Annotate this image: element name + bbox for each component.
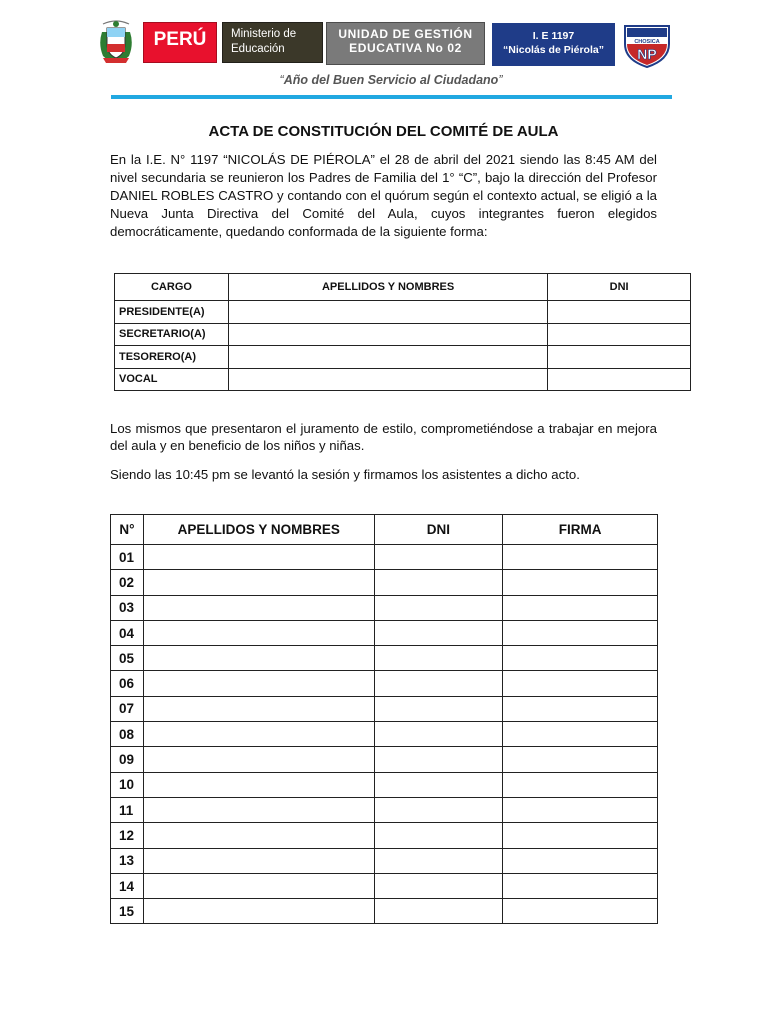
signature-number-cell: 08 bbox=[111, 722, 144, 747]
signature-dni-cell[interactable] bbox=[374, 848, 503, 873]
year-motto bbox=[110, 73, 672, 87]
signature-row bbox=[111, 671, 658, 696]
signature-table bbox=[110, 514, 658, 924]
signature-firma-cell[interactable] bbox=[503, 797, 658, 822]
signature-number-cell: 04 bbox=[111, 620, 144, 645]
signature-names-cell[interactable] bbox=[143, 722, 374, 747]
signature-row bbox=[111, 873, 658, 898]
signature-firma-cell[interactable] bbox=[503, 772, 658, 797]
signature-names-cell[interactable] bbox=[143, 646, 374, 671]
board-dni-cell[interactable] bbox=[548, 301, 691, 324]
signature-header-number: N° bbox=[111, 515, 144, 545]
signature-firma-cell[interactable] bbox=[503, 848, 658, 873]
signature-firma-cell[interactable] bbox=[503, 570, 658, 595]
peru-coat-of-arms-icon bbox=[97, 18, 135, 64]
signature-dni-cell[interactable] bbox=[374, 873, 503, 898]
signature-names-cell[interactable] bbox=[143, 671, 374, 696]
signature-header-names: APELLIDOS Y NOMBRES bbox=[143, 515, 374, 545]
signature-row bbox=[111, 646, 658, 671]
ugel-logo bbox=[326, 22, 485, 65]
signature-number-cell: 01 bbox=[111, 545, 144, 570]
signature-names-cell[interactable] bbox=[143, 797, 374, 822]
signature-dni-cell[interactable] bbox=[374, 747, 503, 772]
closing-paragraph: Siendo las 10:45 pm se levantó la sesión y firmamos los asistentes a dicho acto. bbox=[110, 467, 580, 482]
signature-row bbox=[111, 620, 658, 645]
signature-names-cell[interactable] bbox=[143, 747, 374, 772]
signature-dni-cell[interactable] bbox=[374, 722, 503, 747]
signature-dni-cell[interactable] bbox=[374, 823, 503, 848]
board-dni-cell[interactable] bbox=[548, 368, 691, 391]
board-names-cell[interactable] bbox=[228, 346, 547, 369]
signature-row bbox=[111, 722, 658, 747]
signature-names-cell[interactable] bbox=[143, 848, 374, 873]
oath-paragraph: Los mismos que presentaron el juramento de estilo, comprometiéndose a trabajar en mejora del aula y en beneficio de los niños y niñas. bbox=[110, 421, 657, 453]
board-dni-cell[interactable] bbox=[548, 346, 691, 369]
board-dni-cell[interactable] bbox=[548, 323, 691, 346]
board-cargo-cell: SECRETARIO(A) bbox=[115, 323, 229, 346]
peru-logo bbox=[143, 22, 217, 63]
signature-dni-cell[interactable] bbox=[374, 570, 503, 595]
signature-names-cell[interactable] bbox=[143, 620, 374, 645]
signature-names-cell[interactable] bbox=[143, 873, 374, 898]
signature-number-cell: 07 bbox=[111, 696, 144, 721]
signature-row bbox=[111, 545, 658, 570]
school-line-2: “Nicolás de Piérola” bbox=[503, 44, 604, 56]
signature-number-cell: 10 bbox=[111, 772, 144, 797]
signature-header-signature: FIRMA bbox=[503, 515, 658, 545]
board-names-cell[interactable] bbox=[228, 301, 547, 324]
school-line-1: I. E 1197 bbox=[532, 30, 575, 42]
signature-row bbox=[111, 747, 658, 772]
motto-close-quote: ” bbox=[498, 73, 503, 87]
signature-row bbox=[111, 696, 658, 721]
signature-row bbox=[111, 772, 658, 797]
signature-row bbox=[111, 595, 658, 620]
board-row bbox=[115, 368, 691, 391]
signature-row bbox=[111, 823, 658, 848]
board-table bbox=[114, 273, 691, 391]
signature-names-cell[interactable] bbox=[143, 570, 374, 595]
signature-firma-cell[interactable] bbox=[503, 620, 658, 645]
signature-names-cell[interactable] bbox=[143, 823, 374, 848]
signature-firma-cell[interactable] bbox=[503, 595, 658, 620]
signature-header-dni: DNI bbox=[374, 515, 503, 545]
signature-number-cell: 11 bbox=[111, 797, 144, 822]
signature-header-row bbox=[111, 515, 658, 545]
signature-row bbox=[111, 797, 658, 822]
signature-number-cell: 15 bbox=[111, 899, 144, 924]
ugel-line-1: UNIDAD DE GESTIÓN bbox=[338, 27, 473, 41]
signature-row bbox=[111, 848, 658, 873]
signature-row bbox=[111, 570, 658, 595]
signature-row bbox=[111, 899, 658, 924]
school-logo bbox=[492, 23, 615, 66]
signature-firma-cell[interactable] bbox=[503, 823, 658, 848]
signature-number-cell: 05 bbox=[111, 646, 144, 671]
ministry-line-1: Ministerio de bbox=[231, 28, 297, 40]
signature-number-cell: 09 bbox=[111, 747, 144, 772]
signature-names-cell[interactable] bbox=[143, 595, 374, 620]
intro-paragraph: En la I.E. N° 1197 “NICOLÁS DE PIÉROLA” el 28 de abril del 2021 siendo las 8:45 AM del nivel secundaria se reunieron los Padres de Familia del 1° “C”, bajo la dirección del Profesor DANIEL ROBLES CASTRO y contando con el quórum según el contexto actual, se eligió a la Nueva Junta Directiva del Comité del Aula, cuyos integrantes fueron elegidos democráticamente, quedando conformada de la siguiente forma: bbox=[110, 152, 657, 239]
signature-number-cell: 13 bbox=[111, 848, 144, 873]
board-header-cargo: CARGO bbox=[115, 274, 229, 301]
shield-letters: NP bbox=[637, 46, 657, 62]
signature-number-cell: 14 bbox=[111, 873, 144, 898]
board-header-dni: DNI bbox=[548, 274, 691, 301]
school-shield-icon bbox=[623, 24, 671, 68]
motto-open-quote: “ bbox=[279, 73, 284, 87]
signature-firma-cell[interactable] bbox=[503, 722, 658, 747]
board-names-cell[interactable] bbox=[228, 323, 547, 346]
shield-band-text: CHOSICA bbox=[634, 38, 660, 45]
board-row bbox=[115, 301, 691, 324]
signature-firma-cell[interactable] bbox=[503, 646, 658, 671]
document-title: ACTA DE CONSTITUCIÓN DEL COMITÉ DE AULA bbox=[208, 123, 559, 140]
signature-dni-cell[interactable] bbox=[374, 595, 503, 620]
signature-firma-cell[interactable] bbox=[503, 671, 658, 696]
signature-firma-cell[interactable] bbox=[503, 545, 658, 570]
signature-names-cell[interactable] bbox=[143, 545, 374, 570]
signature-dni-cell[interactable] bbox=[374, 545, 503, 570]
signature-number-cell: 03 bbox=[111, 595, 144, 620]
signature-firma-cell[interactable] bbox=[503, 747, 658, 772]
signature-number-cell: 12 bbox=[111, 823, 144, 848]
signature-dni-cell[interactable] bbox=[374, 646, 503, 671]
signature-names-cell[interactable] bbox=[143, 696, 374, 721]
signature-dni-cell[interactable] bbox=[374, 696, 503, 721]
signature-firma-cell[interactable] bbox=[503, 899, 658, 924]
signature-dni-cell[interactable] bbox=[374, 620, 503, 645]
signature-firma-cell[interactable] bbox=[503, 696, 658, 721]
signature-dni-cell[interactable] bbox=[374, 772, 503, 797]
peru-label: PERÚ bbox=[153, 29, 207, 50]
board-row bbox=[115, 346, 691, 369]
motto-text: Año del Buen Servicio al Ciudadano bbox=[283, 73, 499, 87]
signature-firma-cell[interactable] bbox=[503, 873, 658, 898]
board-cargo-cell: VOCAL bbox=[115, 368, 229, 391]
signature-number-cell: 06 bbox=[111, 671, 144, 696]
signature-names-cell[interactable] bbox=[143, 899, 374, 924]
board-header-row bbox=[115, 274, 691, 301]
board-cargo-cell: PRESIDENTE(A) bbox=[115, 301, 229, 324]
board-names-cell[interactable] bbox=[228, 368, 547, 391]
ministry-logo bbox=[222, 22, 323, 63]
header-divider bbox=[111, 95, 672, 99]
board-header-names: APELLIDOS Y NOMBRES bbox=[228, 274, 547, 301]
signature-names-cell[interactable] bbox=[143, 772, 374, 797]
signature-number-cell: 02 bbox=[111, 570, 144, 595]
ministry-line-2: Educación bbox=[231, 43, 285, 55]
signature-dni-cell[interactable] bbox=[374, 899, 503, 924]
board-cargo-cell: TESORERO(A) bbox=[115, 346, 229, 369]
signature-dni-cell[interactable] bbox=[374, 671, 503, 696]
signature-dni-cell[interactable] bbox=[374, 797, 503, 822]
ugel-line-2: EDUCATIVA No 02 bbox=[349, 41, 462, 55]
board-row bbox=[115, 323, 691, 346]
